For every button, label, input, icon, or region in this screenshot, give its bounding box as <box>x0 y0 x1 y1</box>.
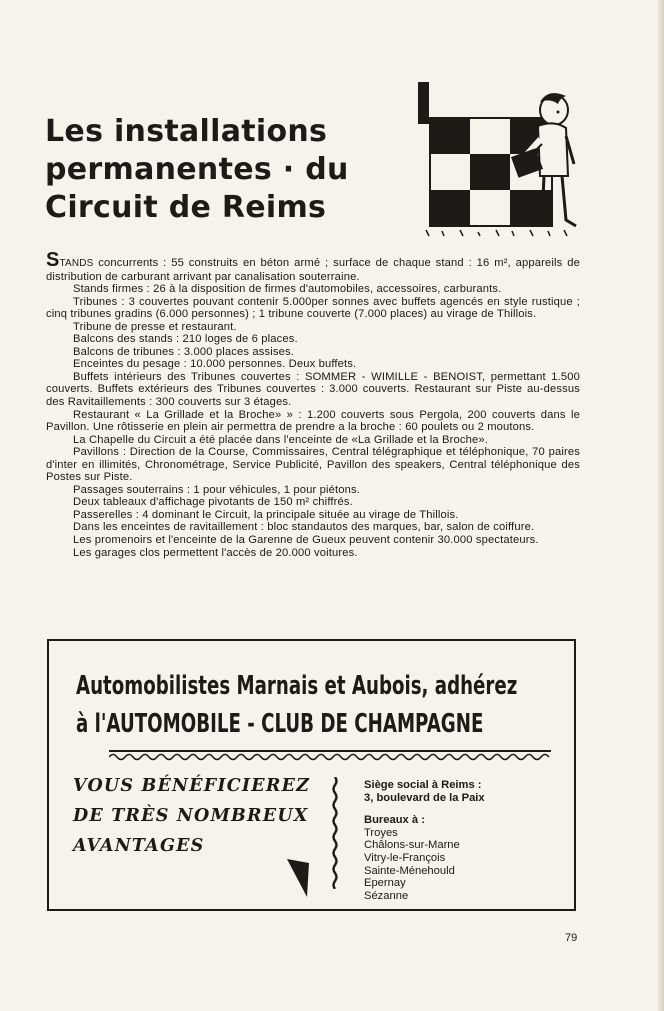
paragraph: Dans les enceintes de ravitaillement : bloc standautos des marques, bar, salon de coiffure. <box>73 521 535 534</box>
siege-line-2: 3, boulevard de la Paix <box>364 791 485 804</box>
bureaux-label: Bureaux à : <box>364 814 425 827</box>
paragraph: Balcons de tribunes : 3.000 places assises. <box>73 345 295 358</box>
siege-line-1: Siège social à Reims : <box>364 779 482 791</box>
page-title <box>45 113 349 227</box>
paragraph: Restaurant « La Grillade et la Broche» » : 1.200 couverts sous Pergola, 200 couverts dans le Pavillon. Une rôtisserie en plein air permettra de prendre a la broche : 60 poulets ou 2 moutons. <box>46 408 580 434</box>
paragraph: Tribunes : 3 couvertes pouvant contenir 5.000per sonnes avec buffets agencés en style rustique ; cinq tribunes gradins (6.000 personnes) ; 1 tribune couverte (7.000 places) au virage de Thillois. <box>46 295 580 321</box>
page-edge <box>658 0 664 1011</box>
paragraph: Les promenoirs et l'enceinte de la Garenne de Gueux peuvent contenir 30.000 spectateurs. <box>73 534 539 547</box>
drop-cap: S <box>46 249 60 271</box>
title-line-2: permanentes · du <box>45 152 349 187</box>
paragraph: La Chapelle du Circuit a été placée dans l'enceinte de «La Grillade et la Broche». <box>73 433 488 446</box>
vertical-divider-icon <box>332 777 338 889</box>
benefit-line-1: VOUS BÉNÉFICIEREZ <box>73 776 311 796</box>
benefits-text <box>73 771 333 861</box>
arrow-icon <box>287 859 309 897</box>
office-item: Sainte-Ménehould <box>364 864 455 877</box>
paragraph-stands-text: concurrents : 55 construits en béton armé ; surface de chaque stand : 16 m², appareils de distribution de carburant arrivant par canalisation souterraine. <box>46 257 580 283</box>
body-text <box>46 249 580 559</box>
office-item: Vitry-le-François <box>364 851 446 864</box>
office-item: Epernay <box>364 877 406 890</box>
paragraph: Enceintes du pesage : 10.000 personnes. Deux buffets. <box>73 358 357 371</box>
advertisement-box <box>47 639 576 911</box>
office-item: Châlons-sur-Marne <box>364 839 460 852</box>
paragraph: Passages souterrains : 1 pour véhicules, 1 pour piétons. <box>73 483 361 496</box>
wave-divider-icon <box>109 749 551 761</box>
small-caps: TANDS <box>59 258 94 269</box>
checkered-flag-mascot-icon <box>408 80 588 245</box>
benefit-line-2: DE TRÈS NOMBREUX <box>73 806 309 826</box>
paragraph: Tribune de presse et restaurant. <box>73 320 237 333</box>
paragraph: Passerelles : 4 dominant le Circuit, la principale située au virage de Thillois. <box>73 508 459 521</box>
office-item: Troyes <box>364 826 398 839</box>
paragraph: Pavillons : Direction de la Course, Commissaires, Central télégraphique et téléphonique, 70 paires d'inter en illimités, Chronométrage, Service Publicité, Pavillon des speakers, Central téléphonique des Postes sur Piste. <box>46 446 580 484</box>
paragraph: Balcons des stands : 210 loges de 6 places. <box>73 333 298 346</box>
office-info <box>364 779 564 902</box>
ad-headline-line-2: à l'AUTOMOBILE - CLUB DE CHAMPAGNE <box>76 709 484 739</box>
paragraph: Buffets intérieurs des Tribunes couvertes : SOMMER - WIMILLE - BENOIST, permettant 1.500 couverts. Buffets extérieurs des Tribunes couvertes : 3.000 couverts. Restaurant sur Piste au-dessus des Ravitaillements : 300 couverts sur 3 étages. <box>46 370 580 409</box>
title-line-3: Circuit de Reims <box>45 190 327 225</box>
paragraph-stands <box>46 249 580 283</box>
paragraph: Stands firmes : 26 à la disposition de firmes d'automobiles, accessoires, carburants. <box>73 283 502 296</box>
page-number: 79 <box>565 932 578 944</box>
ad-headline <box>57 667 518 743</box>
title-line-1: Les installations <box>45 114 328 149</box>
paragraph: Les garages clos permettent l'accès de 20.000 voitures. <box>73 546 358 559</box>
office-item: Sézanne <box>364 889 409 902</box>
ad-headline-line-1: Automobilistes Marnais et Aubois, adhérez <box>76 671 518 701</box>
benefit-line-3: AVANTAGES <box>73 836 205 856</box>
paragraph: Deux tableaux d'affichage pivotants de 150 m² chiffrés. <box>73 496 353 509</box>
